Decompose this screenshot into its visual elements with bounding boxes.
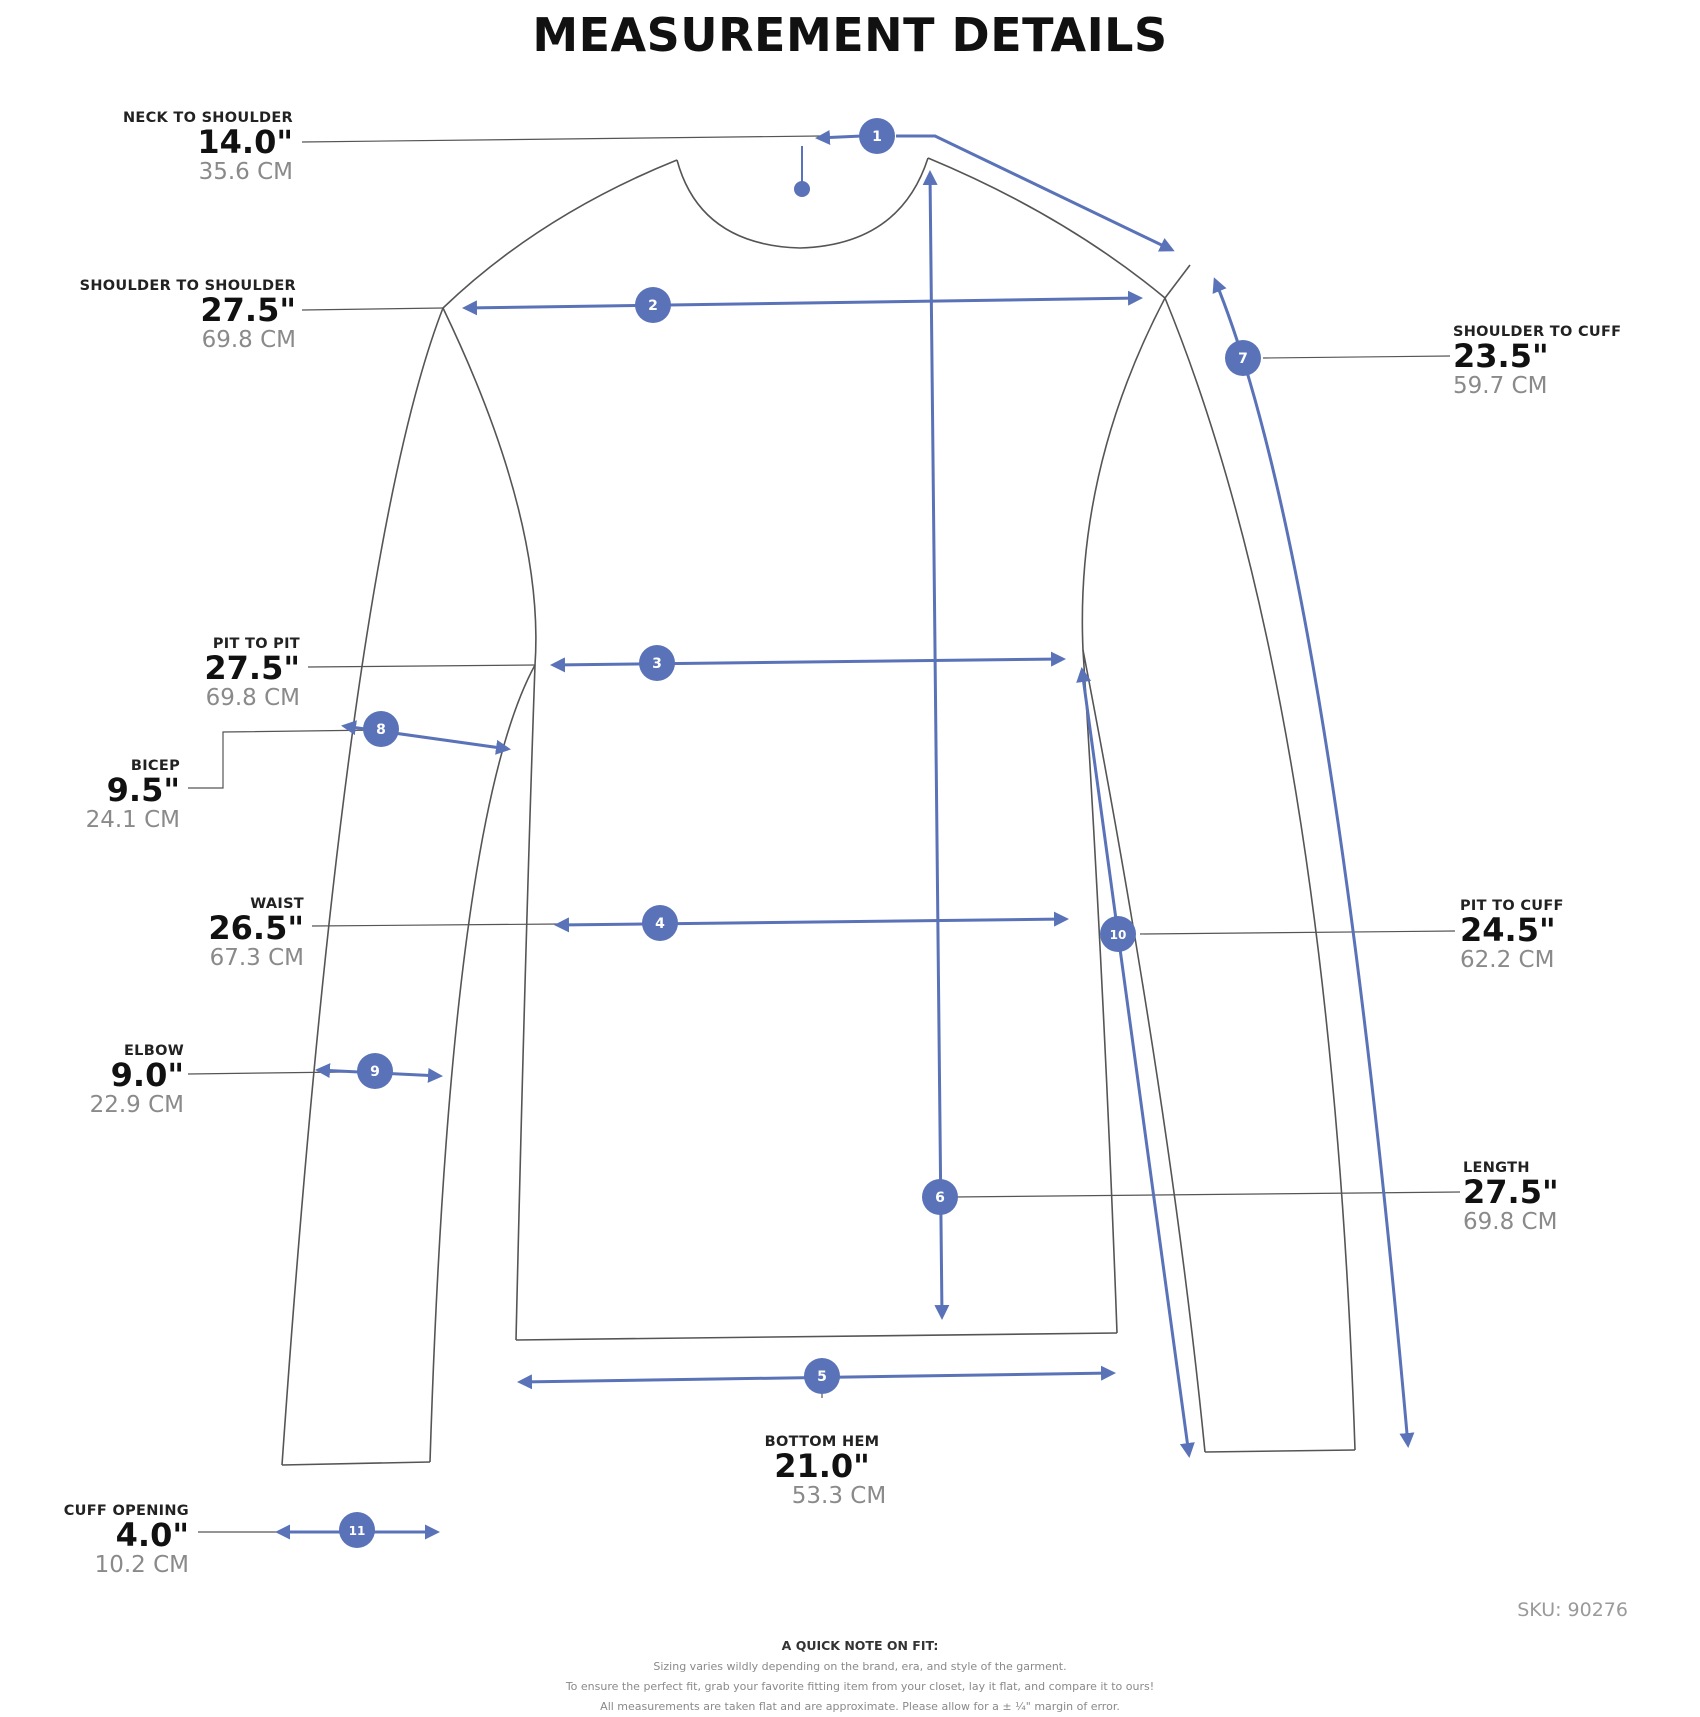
arrow-4	[557, 919, 1066, 925]
measurement-cm: 67.3 CM	[209, 944, 304, 971]
sku-label: SKU: 90276	[1517, 1599, 1628, 1621]
measurement-cm: 24.1 CM	[85, 806, 180, 833]
arrow-1-left	[818, 136, 862, 138]
badge-10	[1100, 916, 1136, 952]
page-title: MEASUREMENT DETAILS	[532, 8, 1168, 62]
measurement-inches: 14.0"	[197, 123, 293, 161]
measurement-label: SHOULDER TO CUFF	[1453, 324, 1622, 340]
measurement-label: CUFF OPENING	[63, 1503, 189, 1519]
badge-7	[1225, 340, 1261, 376]
svg-text:10: 10	[1109, 928, 1127, 942]
measurement-label: PIT TO PIT	[212, 636, 300, 652]
svg-text:6: 6	[935, 1190, 945, 1206]
measurement-label: ELBOW	[123, 1043, 184, 1059]
measurement-inches: 23.5"	[1453, 337, 1549, 375]
measurement-inches: 9.0"	[110, 1056, 184, 1094]
badge-5	[804, 1358, 840, 1394]
measurement-cm: 62.2 CM	[1460, 946, 1555, 973]
measurement-cm: 22.9 CM	[89, 1091, 184, 1118]
measurement-label: WAIST	[250, 896, 304, 912]
measurement-cm: 69.8 CM	[205, 684, 300, 711]
measurement-bottom-hem	[672, 1434, 972, 1509]
arrow-6	[930, 173, 942, 1317]
svg-text:9: 9	[370, 1064, 380, 1080]
arrow-1-right	[896, 136, 1172, 250]
badge-8	[363, 711, 399, 747]
right-sleeve-outer	[1165, 298, 1355, 1450]
badge-4	[642, 905, 678, 941]
fit-note-line: All measurements are taken flat and are approximate. Please allow for a ± ¼" margin of error.	[600, 1700, 1120, 1713]
measurement-cm: 69.8 CM	[201, 326, 296, 353]
left-body-side	[516, 665, 535, 1340]
measurement-label: SHOULDER TO SHOULDER	[79, 278, 296, 294]
left-sleeve-outer	[282, 308, 443, 1465]
measurement-shoulder-to-cuff	[1453, 324, 1700, 399]
svg-text:11: 11	[348, 1524, 366, 1538]
arrow-10	[1082, 670, 1189, 1455]
measurement-cuff-opening	[0, 1503, 189, 1578]
left-shoulder	[443, 160, 677, 308]
measurement-cm: 59.7 CM	[1453, 372, 1548, 399]
measurement-label: PIT TO CUFF	[1460, 898, 1564, 914]
measurement-inches: 21.0"	[774, 1447, 870, 1485]
measurement-label: LENGTH	[1463, 1160, 1530, 1176]
badge-11	[339, 1512, 375, 1548]
fit-note-line: To ensure the perfect fit, grab your favorite fitting item from your closet, lay it flat, and compare it to ours!	[565, 1680, 1155, 1693]
measurement-elbow	[0, 1043, 184, 1118]
arrow-3	[553, 659, 1063, 665]
measurement-label: NECK TO SHOULDER	[122, 110, 293, 126]
right-cuff	[1205, 1450, 1355, 1452]
leader-lines	[188, 136, 1460, 1532]
measurement-shoulder-to-shoulder	[0, 278, 296, 353]
measurement-pit-to-pit	[0, 636, 300, 711]
badge-9	[357, 1053, 393, 1089]
measurement-cm: 53.3 CM	[791, 1482, 887, 1509]
measurement-label: BOTTOM HEM	[764, 1434, 880, 1450]
right-body-side	[1083, 650, 1117, 1333]
shoulder-seam-tick	[1165, 265, 1190, 298]
measurement-inches: 4.0"	[115, 1516, 189, 1554]
badge-1	[859, 118, 895, 154]
measurement-neck-to-shoulder	[0, 110, 293, 185]
measurement-label: BICEP	[130, 758, 180, 774]
measurement-inches: 27.5"	[204, 649, 300, 687]
measurement-inches: 9.5"	[106, 771, 180, 809]
sweater-outline	[282, 158, 1355, 1465]
arrow-7	[1215, 280, 1408, 1445]
measurement-pit-to-cuff	[1460, 898, 1700, 973]
measurement-inches: 24.5"	[1460, 911, 1556, 949]
svg-text:2: 2	[648, 298, 658, 314]
arrow-2	[465, 298, 1140, 308]
measurement-cm: 69.8 CM	[1463, 1208, 1558, 1235]
svg-text:4: 4	[655, 916, 665, 932]
badge-6	[922, 1179, 958, 1215]
measurement-waist	[4, 896, 304, 971]
fit-note-line: Sizing varies wildly depending on the brand, era, and style of the garment.	[653, 1660, 1067, 1673]
svg-text:8: 8	[376, 722, 386, 738]
right-sleeve-inner	[1082, 298, 1205, 1452]
svg-text:7: 7	[1238, 351, 1248, 367]
left-cuff	[282, 1462, 430, 1465]
left-sleeve-inner	[430, 308, 536, 1462]
fit-note-title: A QUICK NOTE ON FIT:	[781, 1638, 939, 1653]
measurement-cm: 35.6 CM	[198, 158, 293, 185]
measurement-cm: 10.2 CM	[94, 1551, 189, 1578]
badge-2	[635, 287, 671, 323]
measurement-bicep	[0, 758, 180, 833]
fit-note	[0, 1638, 1700, 1717]
badges	[339, 118, 1261, 1548]
measurement-inches: 27.5"	[200, 291, 296, 329]
measurement-inches: 26.5"	[208, 909, 304, 947]
svg-text:1: 1	[872, 129, 882, 145]
hem-line	[516, 1333, 1117, 1340]
measurement-inches: 27.5"	[1463, 1173, 1559, 1211]
measurement-length	[1463, 1160, 1700, 1235]
badge-3	[639, 645, 675, 681]
svg-text:3: 3	[652, 656, 662, 672]
neck-dot	[794, 181, 810, 197]
svg-text:5: 5	[817, 1369, 827, 1385]
